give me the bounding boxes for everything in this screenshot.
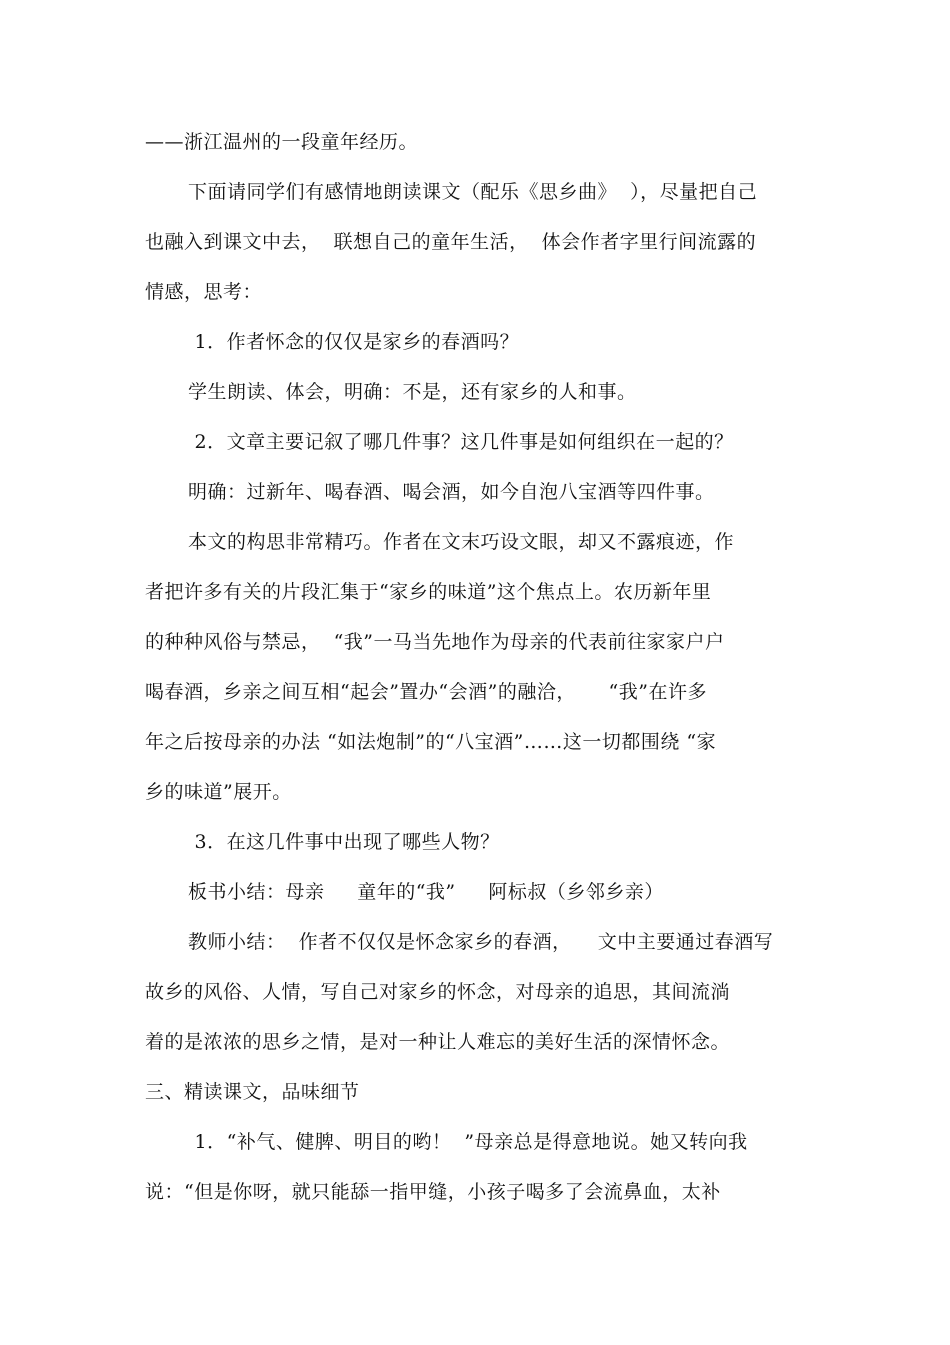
text-line: 喝春酒，乡亲之间互相“起会”置办“会酒”的融洽， “我”在许多 [145, 681, 707, 703]
text-line: 3．在这几件事中出现了哪些人物？ [188, 831, 500, 853]
text-line: 1．“补气、健脾、明目的哟！ ”母亲总是得意地说。她又转向我 [188, 1131, 748, 1153]
text-line: ——浙江温州的一段童年经历。 [145, 131, 419, 153]
text-line: 年之后按母亲的办法 “如法炮制”的“八宝酒”……这一切都围绕 “家 [145, 731, 717, 753]
text-line: 2．文章主要记叙了哪几件事？这几件事是如何组织在一起的？ [188, 431, 734, 453]
section-heading: 三、精读课文，品味细节 [145, 1081, 360, 1103]
text-line: 着的是浓浓的思乡之情，是对一种让人难忘的美好生活的深情怀念。 [145, 1031, 731, 1053]
text-line: 板书小结：母亲 童年的“我” 阿标叔（乡邻乡亲） [188, 881, 664, 903]
text-line: 1．作者怀念的仅仅是家乡的春酒吗？ [188, 331, 520, 353]
text-line: 明确：过新年、喝春酒、喝会酒，如今自泡八宝酒等四件事。 [188, 481, 715, 503]
text-line: 也融入到课文中去， 联想自己的童年生活， 体会作者字里行间流露的 [145, 231, 757, 253]
text-line: 的种种风俗与禁忌， “我”一马当先地作为母亲的代表前往家家户户 [145, 631, 725, 653]
text-line: 教师小结： 作者不仅仅是怀念家乡的春酒， 文中主要通过春酒写 [188, 931, 774, 953]
text-line: 情感，思考： [145, 281, 263, 303]
text-line: 学生朗读、体会，明确：不是，还有家乡的人和事。 [188, 381, 637, 403]
text-line: 乡的味道”展开。 [145, 781, 292, 803]
text-line: 说：“但是你呀，就只能舔一指甲缝，小孩子喝多了会流鼻血，太补 [145, 1181, 721, 1203]
text-line: 者把许多有关的片段汇集于“家乡的味道”这个焦点上。农历新年里 [145, 581, 712, 603]
text-line: 本文的构思非常精巧。作者在文末巧设文眼，却又不露痕迹，作 [188, 531, 735, 553]
text-line: 下面请同学们有感情地朗读课文（配乐《思乡曲》 ），尽量把自己 [188, 181, 758, 203]
text-line: 故乡的风俗、人情，写自己对家乡的怀念，对母亲的追思，其间流淌 [145, 981, 731, 1003]
